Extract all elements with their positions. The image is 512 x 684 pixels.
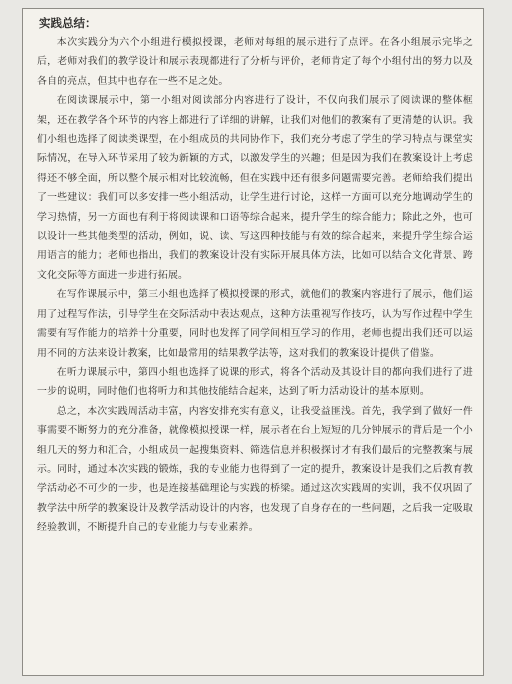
document-page [22, 8, 484, 676]
paragraph-listening-class: 在听力课展示中，第四小组也选择了说课的形式，将各个活动及其设计目的都向我们进行了进一步的说明，同时他们也将听力和其他技能结合起来，达到了听力活动设计的基本原则。 [37, 366, 473, 398]
section-heading: 实践总结： [39, 16, 97, 30]
paragraph-intro: 本次实践分为六个小组进行模拟授课，老师对每组的展示进行了点评。在各小组展示完毕之后，老师对我们的教学设计和展示表现都进行了分析与评价，老师肯定了每个小组付出的努力以及各自的亮点，但其中也存在一些不足之处。 [37, 37, 473, 87]
paragraph-conclusion: 总之，本次实践周活动丰富，内容安排充实有意义，让我受益匪浅。首先，我学到了做好一件事需要不断努力的充分准备，就像模拟授课一样，展示者在台上短短的几分钟展示的背后是一个小组几天的努力和汇合，小组成员一起搜集资料、筛选信息并积极探讨才有我们最后的完整教案与展示。同时，通过本次实践的锻炼，我的专业能力也得到了一定的提升，教案设计是我们之后教育教学活动必不可少的一步，也是连接基础理论与实践的桥梁。通过这次实践周的实训，我不仅巩固了教学法中所学的教案设计及教学活动设计的内容，也发现了自身存在的一些问题，之后我一定吸取经验教训，不断提升自己的专业能力与专业素养。 [37, 405, 473, 534]
paragraph-writing-class: 在写作课展示中，第三小组也选择了模拟授课的形式，就他们的教案内容进行了展示，他们运用了过程写作法，引导学生在交际活动中表达观点，这种方法重视写作技巧，认为写作过程中学生需要有写作能力的培养十分重要，同时也发挥了同学间相互学习的作用，老师也提出我们还可以运用不同的方法来设计教案，比如最常用的结果教学法等，这对我们的教案设计提供了借鉴。 [37, 289, 473, 359]
paragraph-reading-class: 在阅读课展示中，第一小组对阅读部分内容进行了设计，不仅向我们展示了阅读课的整体框架，还在教学各个环节的内容上都进行了详细的讲解，让我们对他们的教案有了更清楚的认识。我们小组也选择了阅读类课型，在小组成员的共同协作下，我们充分考虑了学生的学习特点与课堂实际情况，在导入环节采用了较为新颖的方式，以激发学生的兴趣；但是因为我们在教案设计上考虑得还不够全面，所以整个展示相对比较流畅，但在实践中还有很多问题需要完善。老师给我们提出了一些建议：我们可以多安排一些小组活动，让学生进行讨论，这样一方面可以充分地调动学生的学习热情，另一方面也有利于将阅读课和口语等综合起来，提升学生的综合能力；除此之外，也可以设计一些其他类型的活动，例如，说、读、写这四种技能与有效的综合起来，来提升学生综合运用语言的能力；老师也指出，我们的教案设计没有实际开展具体方法，比如可以结合文化背景、跨文化交际等方面进一步进行拓展。 [37, 95, 473, 281]
